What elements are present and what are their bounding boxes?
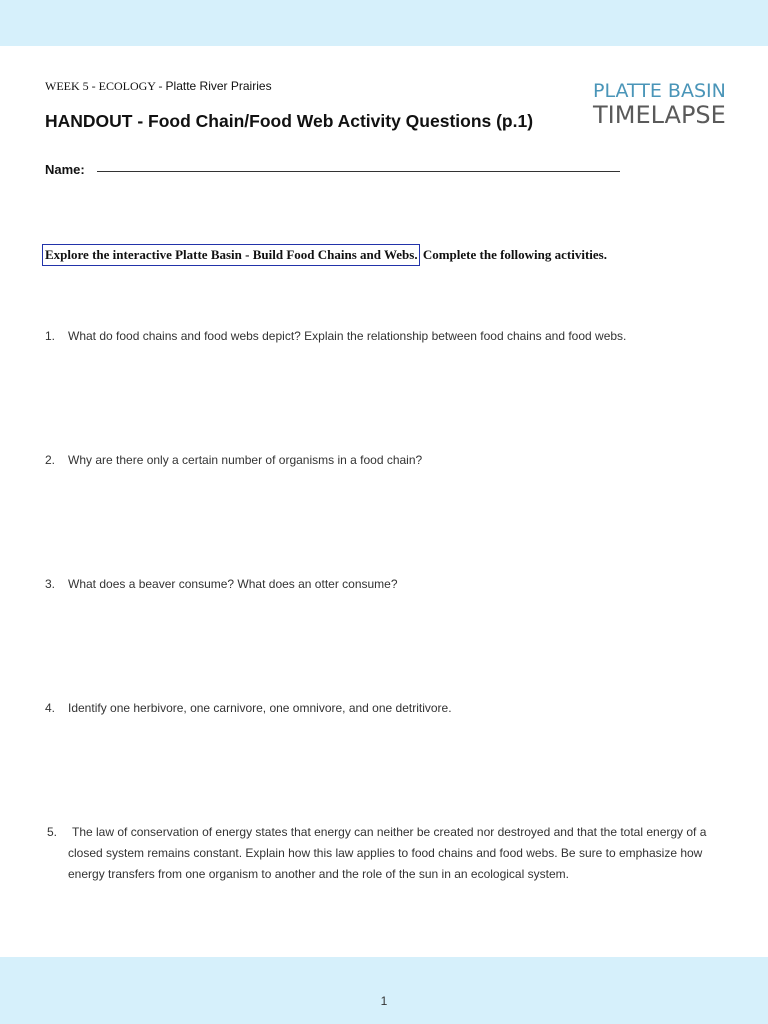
name-label: Name: — [45, 162, 85, 177]
question-number: 3. — [45, 577, 56, 591]
question-number: 1. — [45, 329, 56, 343]
build-food-chains-link[interactable]: Explore the interactive Platte Basin - Build Food Chains and Webs. — [42, 244, 420, 266]
question-text: Why are there only a certain number of organisms in a food chain? — [68, 453, 423, 467]
header-band — [0, 0, 768, 46]
question-text: The law of conservation of energy states that energy can neither be created nor destroyed and that the total energy of a closed system remains constant. Explain how this law applies to food chains and food webs. Be sure to emphasize how energy transfers from one organism to another and the role of the sun in an ecological system. — [68, 825, 707, 881]
instructions-rest: Complete the following activities. — [419, 247, 607, 262]
instructions — [45, 244, 607, 266]
footer-band — [0, 957, 768, 1024]
question-2 — [45, 450, 735, 471]
question-4 — [45, 698, 735, 719]
platte-basin-timelapse-logo — [593, 80, 726, 128]
question-number: 5. — [47, 825, 58, 839]
logo-line-2: TIMELAPSE — [593, 101, 726, 129]
page-number: 1 — [380, 994, 388, 1008]
name-field-line[interactable] — [97, 171, 620, 172]
week-label — [45, 79, 272, 94]
course-topic-text: Platte River Prairies — [165, 79, 272, 93]
question-1 — [45, 326, 735, 347]
question-number: 4. — [45, 701, 56, 715]
question-text: Identify one herbivore, one carnivore, one omnivore, and one detritivore. — [68, 701, 452, 715]
page-title: HANDOUT - Food Chain/Food Web Activity Questions (p.1) — [45, 111, 534, 131]
week-ecology-text: WEEK 5 - ECOLOGY - — [45, 79, 166, 93]
logo-line-1: PLATTE BASIN — [593, 80, 726, 102]
question-3 — [45, 574, 735, 595]
question-text: What do food chains and food webs depict? Explain the relationship between food chains and food webs. — [68, 329, 627, 343]
question-text: What does a beaver consume? What does an otter consume? — [68, 577, 398, 591]
question-number: 2. — [45, 453, 56, 467]
